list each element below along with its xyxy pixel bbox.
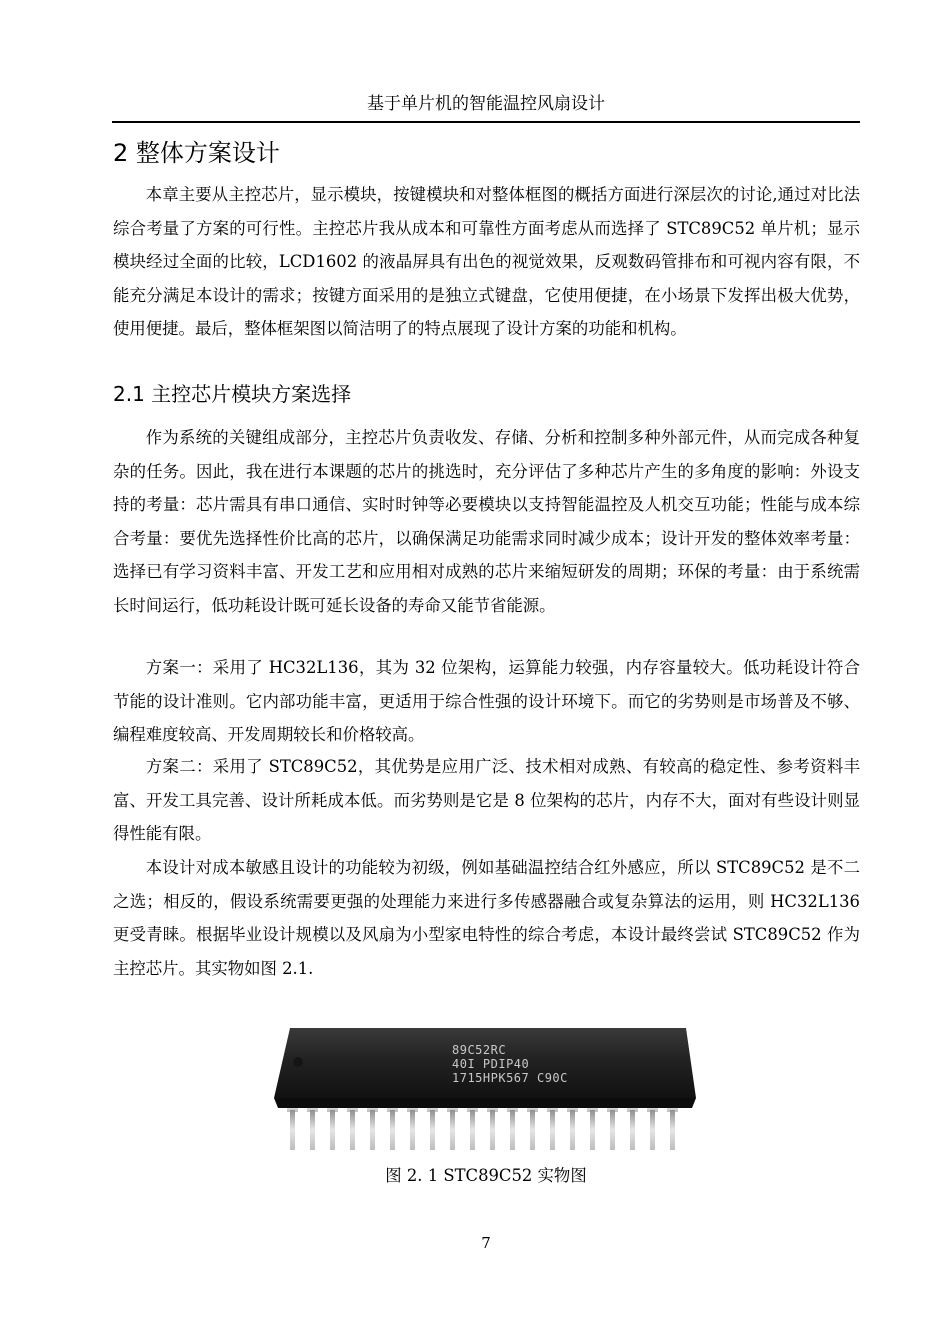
chip-pin-leg xyxy=(410,1110,415,1150)
chip-pin-leg xyxy=(450,1110,455,1150)
figure-caption: 图 2. 1 STC89C52 实物图 xyxy=(385,1166,587,1185)
chapter-heading: 2 整体方案设计 xyxy=(113,139,280,167)
chip-pin-leg xyxy=(630,1110,635,1150)
chip-pin-leg xyxy=(350,1110,355,1150)
chip-pin-leg xyxy=(490,1110,495,1150)
chip-pin-leg xyxy=(550,1110,555,1150)
chip-photo xyxy=(262,990,710,1162)
chip-marking-line-3: 1715HPK567 C90C xyxy=(452,1071,568,1085)
body-paragraph-1: 作为系统的关键组成部分，主控芯片负责收发、存储、分析和控制多种外部元件，从而完成各种复杂的任务。因此，我在进行本课题的芯片的挑选时，充分评估了多种芯片产生的多角度的影响：外设支持的考量：芯片需具有串口通信、实时时钟等必要模块以支持智能温控及人机交互功能；性能与成本综合考量：要优先选择性价比高的芯片，以确保满足功能需求同时减少成本；设计开发的整体效率考量：选择已有学习资料丰富、开发工艺和应用相对成熟的芯片来缩短研发的周期；环保的考量：由于系统需长时间运行，低功耗设计既可延长设备的寿命又能节省能源。 xyxy=(113,428,860,615)
body-paragraph-4: 本设计对成本敏感且设计的功能较为初级，例如基础温控结合红外感应，所以 STC89C52 是不二之选；相反的，假设系统需要更强的处理能力来进行多传感器融合或复杂算法的运用，则 HC32L136 更受青睐。根据毕业设计规模以及风扇为小型家电特性的综合考虑，本设计最终尝试 STC89C52 作为主控芯片。其实物如图 2.1. xyxy=(113,858,860,978)
chip-pin-leg xyxy=(310,1110,315,1150)
chip-illustration xyxy=(262,990,710,1162)
chip-pin-leg xyxy=(670,1110,675,1150)
chip-pin-leg xyxy=(650,1110,655,1150)
chip-marking-line-2: 40I PDIP40 xyxy=(452,1057,530,1071)
chip-body-edge xyxy=(274,1098,696,1108)
intro-paragraph: 本章主要从主控芯片，显示模块，按键模块和对整体框图的概括方面进行深层次的讨论,通过对比法综合考量了方案的可行性。主控芯片我从成本和可靠性方面考虑从而选择了 STC89C52 单片机；显示模块经过全面的比较，LCD1602 的液晶屏具有出色的视觉效果，反观数码管排布和可视内容有限，不能充分满足本设计的需求；按键方面采用的是独立式键盘，它使用便捷，在小场景下发挥出极大优势，使用便捷。最后，整体框架图以简洁明了的特点展现了设计方案的功能和机构。 xyxy=(113,185,860,338)
chip-pin-leg xyxy=(370,1110,375,1150)
body-paragraph-3: 方案二：采用了 STC89C52，其优势是应用广泛、技术相对成熟、有较高的稳定性、参考资料丰富、开发工具完善、设计所耗成本低。而劣势则是它是 8 位架构的芯片，内存不大，面对有些设计则显得性能有限。 xyxy=(113,757,860,843)
running-header: 基于单片机的智能温控风扇设计 xyxy=(367,94,605,114)
chip-pin-leg xyxy=(510,1110,515,1150)
chip-pin-leg xyxy=(390,1110,395,1150)
chip-marking-line-1: 89C52RC xyxy=(452,1043,507,1057)
chip-pin-leg xyxy=(570,1110,575,1150)
page-number: 7 xyxy=(481,1234,491,1252)
chip-pin-leg xyxy=(610,1110,615,1150)
chip-pin-leg xyxy=(590,1110,595,1150)
chip-pin-leg xyxy=(430,1110,435,1150)
pin1-notch xyxy=(293,1057,303,1067)
chip-pin-leg xyxy=(290,1110,295,1150)
chip-pin-leg xyxy=(470,1110,475,1150)
header-rule xyxy=(112,121,860,123)
section-heading: 2.1 主控芯片模块方案选择 xyxy=(113,382,352,406)
chip-pin-leg xyxy=(330,1110,335,1150)
body-paragraph-2: 方案一：采用了 HC32L136，其为 32 位架构，运算能力较强，内存容量较大。低功耗设计符合节能的设计准则。它内部功能丰富，更适用于综合性强的设计环境下。而它的劣势则是市场普及不够、编程难度较高、开发周期较长和价格较高。 xyxy=(113,658,860,744)
chip-pin-leg xyxy=(530,1110,535,1150)
